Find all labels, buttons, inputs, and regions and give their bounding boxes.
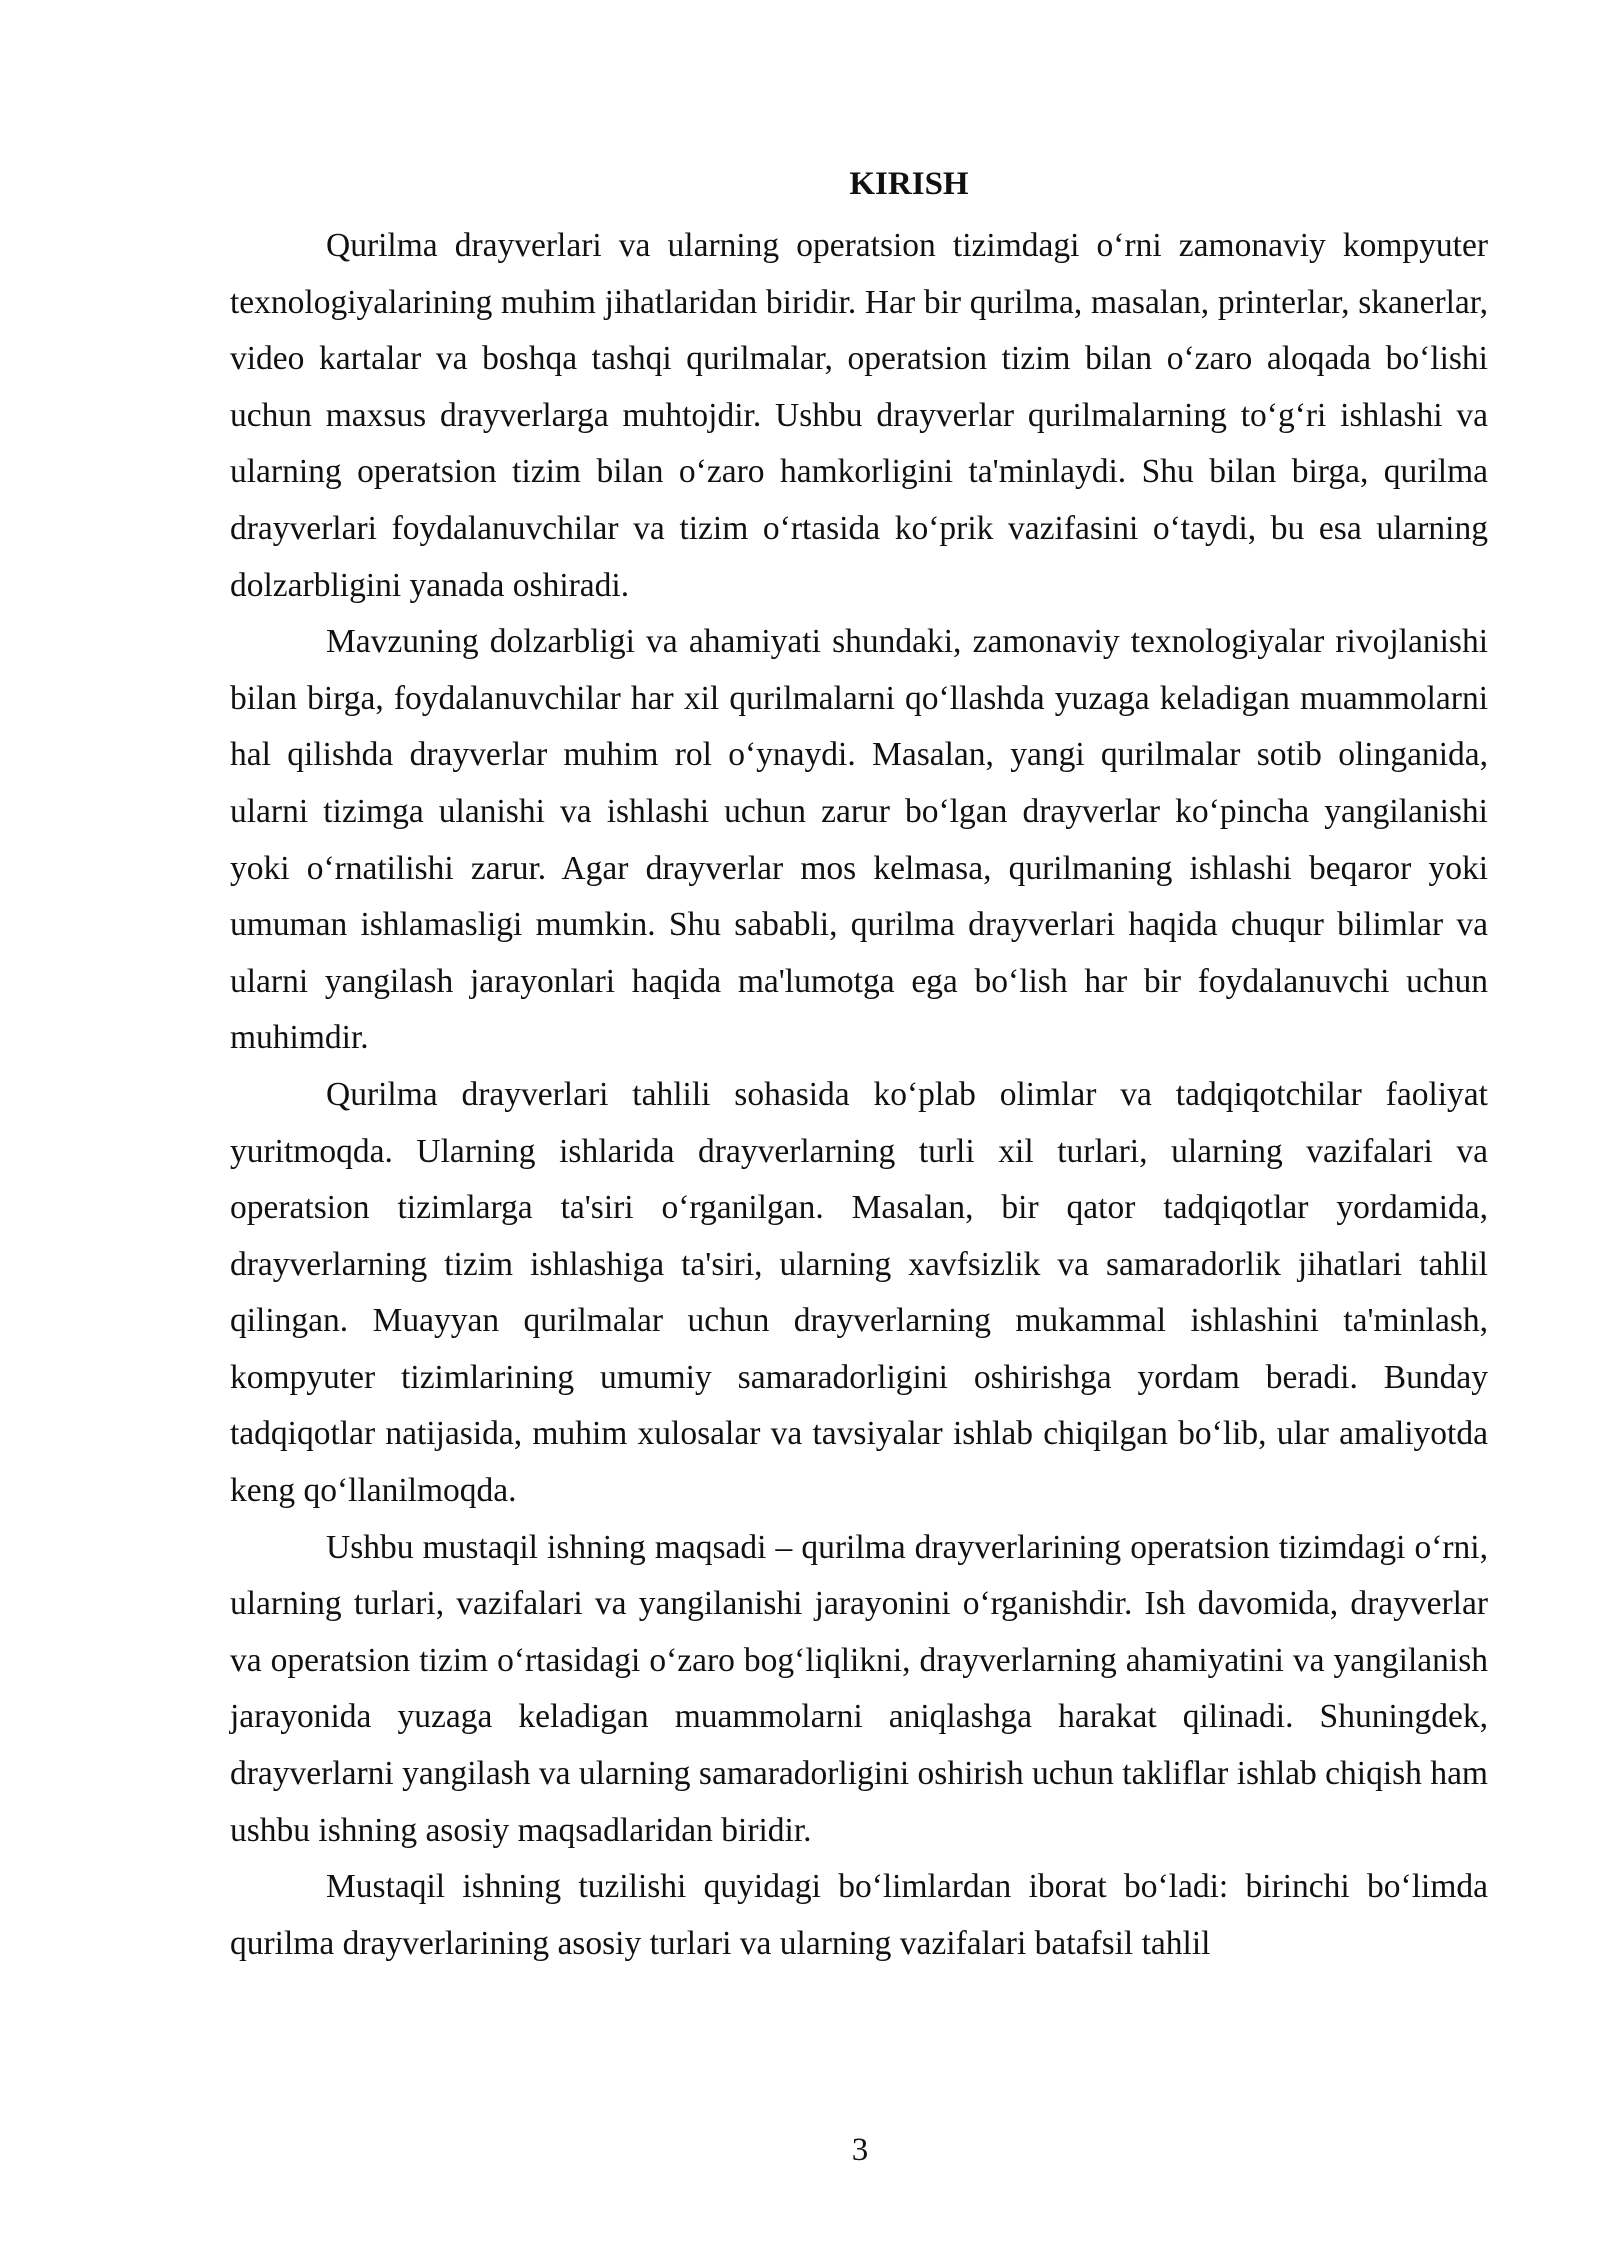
page-title: KIRISH bbox=[849, 166, 969, 202]
paragraph-relevance: Mavzuning dolzarbligi va ahamiyati shundaki, zamonaviy texnologiyalar rivojlanishi bilan birga, foydalanuvchilar har xil qurilmalarni qo‘llashda yuzaga keladigan muammolarni hal qilishda drayverlar muhim rol o‘ynaydi. Masalan, yangi qurilmalar sotib olinganida, ularni tizimga ulanishi va ishlashi uchun zarur bo‘lgan drayverlar ko‘pincha yangilanishi yoki o‘rnatilishi zarur. Agar drayverlar mos kelmasa, qurilmaning ishlashi beqaror yoki umuman ishlamasligi mumkin. Shu sababli, qurilma drayverlari haqida chuqur bilimlar va ularni yangilash jarayonlari haqida ma'lumotga ega bo‘lish har bir foydalanuvchi uchun muhimdir. bbox=[230, 623, 1488, 1057]
paragraph-structure: Mustaqil ishning tuzilishi quyidagi bo‘limlardan iborat bo‘ladi: birinchi bo‘limda qurilma drayverlarining asosiy turlari va ularning vazifalari batafsil tahlil bbox=[230, 1868, 1488, 1962]
page-content bbox=[230, 160, 1488, 1972]
paragraph-intro: Qurilma drayverlari va ularning operatsion tizimdagi o‘rni zamonaviy kompyuter texnologiyalarining muhim jihatlaridan biridir. Har bir qurilma, masalan, printerlar, skanerlar, video kartalar va boshqa tashqi qurilmalar, operatsion tizim bilan o‘zaro aloqada bo‘lishi uchun maxsus drayverlarga muhtojdir. Ushbu drayverlar qurilmalarning to‘g‘ri ishlashi va ularning operatsion tizim bilan o‘zaro hamkorligini ta'minlaydi. Shu bilan birga, qurilma drayverlari foydalanuvchilar va tizim o‘rtasida ko‘prik vazifasini o‘taydi, bu esa ularning dolzarbligini yanada oshiradi. bbox=[230, 227, 1488, 604]
paragraph-goal: Ushbu mustaqil ishning maqsadi – qurilma drayverlarining operatsion tizimdagi o‘rni, ularning turlari, vazifalari va yangilanishi jarayonini o‘rganishdir. Ish davomida, drayverlar va operatsion tizim o‘rtasidagi o‘zaro bog‘liqlikni, drayverlarning ahamiyatini va yangilanish jarayonida yuzaga keladigan muammolarni aniqlashga harakat qilinadi. Shuningdek, drayverlarni yangilash va ularning samaradorligini oshirish uchun takliflar ishlab chiqish ham ushbu ishning asosiy maqsadlaridan biridir. bbox=[230, 1528, 1488, 1849]
page-number: 3 bbox=[851, 2132, 869, 2168]
paragraph-research: Qurilma drayverlari tahlili sohasida ko‘plab olimlar va tadqiqotchilar faoliyat yuritmoqda. Ularning ishlarida drayverlarning turli xil turlari, ularning vazifalari va operatsion tizimlarga ta'siri o‘rganilgan. Masalan, bir qator tadqiqotlar yordamida, drayverlarning tizim ishlashiga ta'siri, ularning xavfsizlik va samaradorlik jihatlari tahlil qilingan. Muayyan qurilmalar uchun drayverlarning mukammal ishlashini ta'minlash, kompyuter tizimlarining umumiy samaradorligini oshirishga yordam beradi. Bunday tadqiqotlar natijasida, muhim xulosalar va tavsiyalar ishlab chiqilgan bo‘lib, ular amaliyotda keng qo‘llanilmoqda. bbox=[230, 1075, 1488, 1510]
